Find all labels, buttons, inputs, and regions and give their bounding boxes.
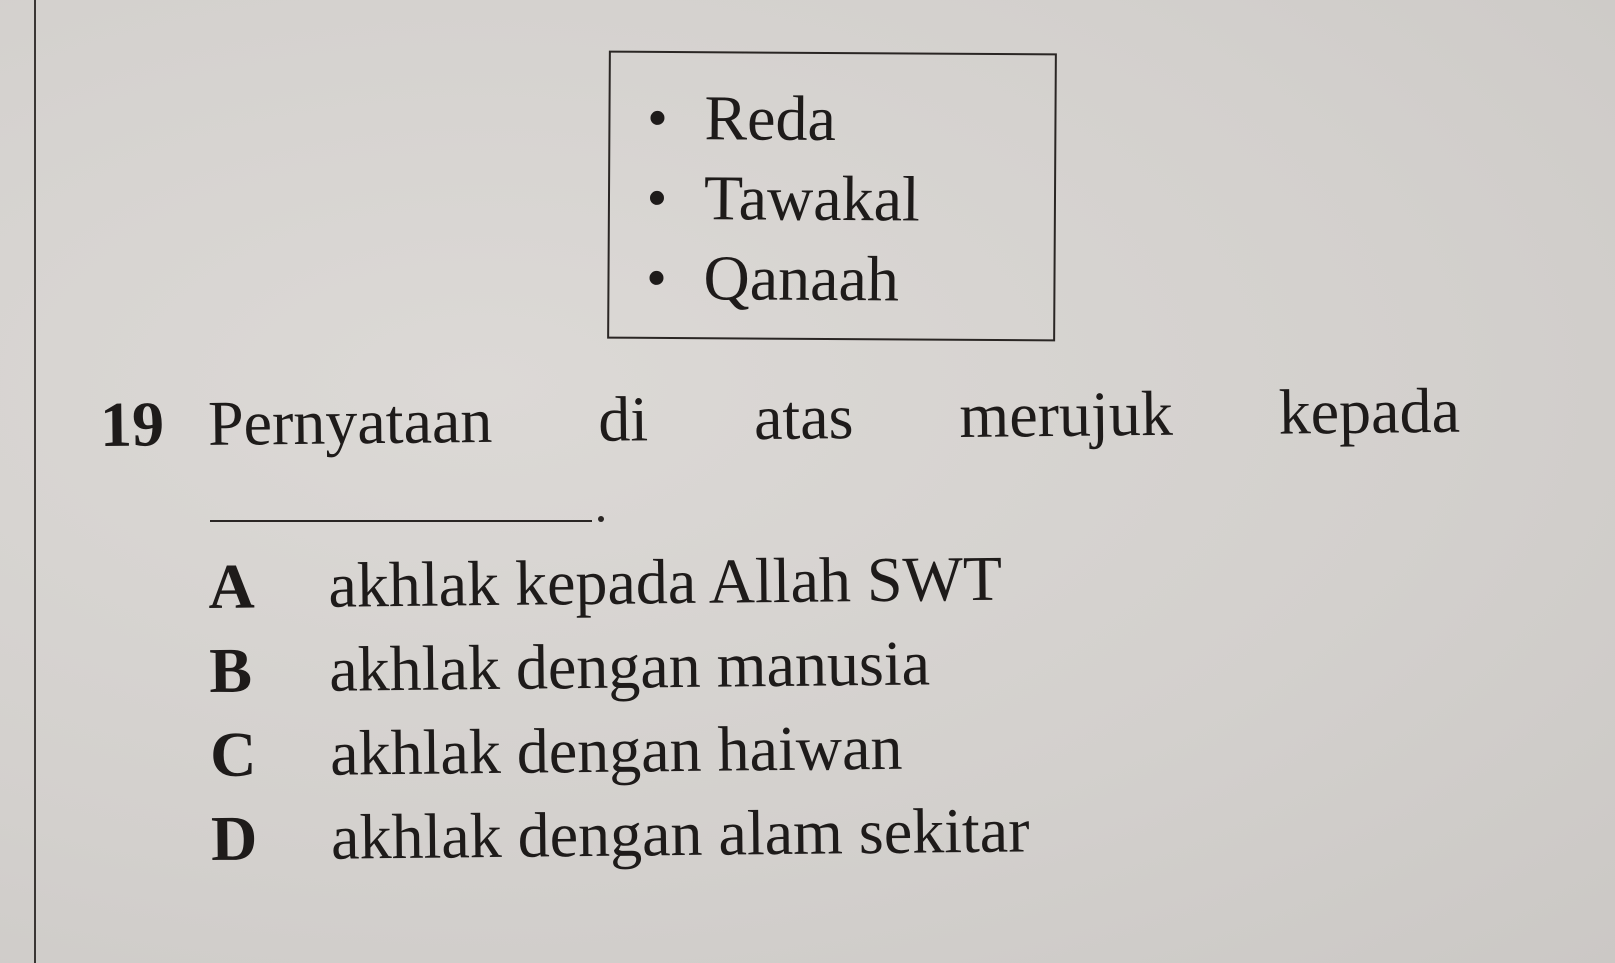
option-text: akhlak dengan alam sekitar [330, 794, 1030, 873]
option-letter: D [210, 802, 258, 874]
question-word: atas [753, 381, 854, 454]
question-word: Pernyataan [207, 384, 493, 459]
page-margin-line [34, 0, 36, 963]
option-c[interactable] [210, 703, 1171, 797]
bullet-icon [650, 111, 664, 125]
question-number: 19 [99, 388, 165, 460]
statement-item [649, 243, 899, 315]
blank-period [598, 516, 604, 522]
question-word: kepada [1278, 374, 1461, 448]
statement-box [607, 51, 1057, 342]
answer-options [208, 535, 1171, 881]
option-a[interactable] [208, 535, 1169, 629]
answer-blank [210, 520, 592, 522]
bullet-icon [649, 271, 663, 285]
option-text: akhlak dengan haiwan [329, 711, 903, 789]
option-text: akhlak kepada Allah SWT [328, 542, 1003, 621]
option-d[interactable] [211, 787, 1172, 881]
question-word: di [597, 383, 649, 455]
statement-text: Tawakal [703, 162, 921, 235]
option-letter: A [208, 550, 256, 622]
option-b[interactable] [209, 619, 1170, 713]
bullet-icon [650, 191, 664, 205]
statement-item [650, 163, 920, 235]
question-stem [100, 371, 1461, 465]
question-text [208, 374, 1461, 461]
statement-text: Qanaah [703, 242, 900, 315]
option-letter: C [209, 718, 257, 790]
statement-item [650, 83, 836, 154]
statement-text: Reda [704, 82, 837, 155]
option-letter: B [208, 634, 253, 706]
option-text: akhlak dengan manusia [328, 627, 931, 705]
question-word: merujuk [959, 377, 1174, 451]
